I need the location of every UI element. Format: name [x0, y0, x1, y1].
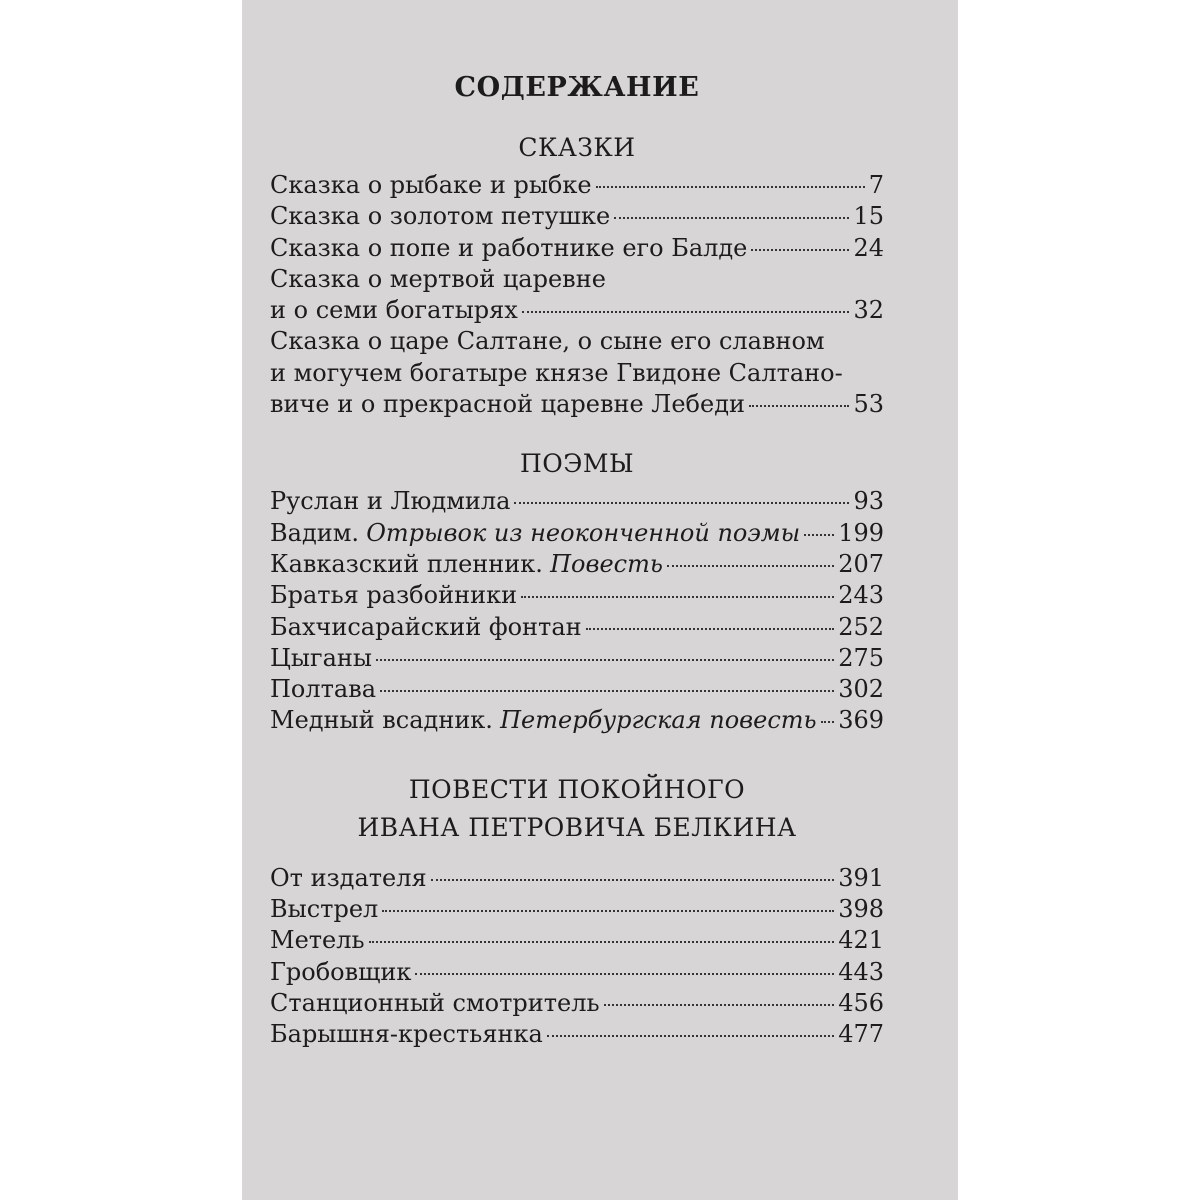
section-title-line: ПОВЕСТИ ПОКОЙНОГО: [408, 774, 746, 804]
section-title-line: ПОЭМЫ: [519, 449, 635, 479]
toc-entry-row: [270, 295, 884, 326]
section-spacer: [270, 420, 884, 442]
toc-entry[interactable]: [270, 894, 884, 925]
toc-entry-row: [270, 925, 884, 956]
toc-entry-row: [270, 643, 884, 674]
toc-page-number: 477: [838, 1020, 884, 1049]
toc-entry[interactable]: [270, 612, 884, 643]
toc-entry-row: [270, 580, 884, 611]
toc-entry[interactable]: [270, 518, 884, 549]
toc-entry-title-line: Сказка о царе Салтане, о сыне его славном: [270, 327, 825, 356]
toc-entry-subtitle: Петербургская повесть: [500, 706, 817, 735]
toc-entry-title: Сказка о рыбаке и рыбке: [270, 171, 592, 199]
toc-page-number: 243: [838, 581, 884, 610]
page-title: СОДЕРЖАНИЕ: [454, 72, 700, 103]
toc-entry-list: [270, 863, 884, 1051]
toc-entry-row: [270, 674, 884, 705]
toc-entry-list: [270, 486, 884, 736]
toc-page-number: 252: [838, 612, 884, 641]
toc-page-number: 32: [853, 296, 884, 325]
toc-entry[interactable]: [270, 1019, 884, 1050]
toc-entry-subtitle: Отрывок из неоконченной поэмы: [366, 518, 801, 547]
toc-entry-title: Метель: [270, 926, 365, 955]
toc-page-number: 275: [838, 643, 884, 672]
toc-entry-title: и о семи богатырях: [270, 296, 518, 325]
section-title-line: ИВАНА ПЕТРОВИЧА БЕЛКИНА: [357, 812, 797, 842]
toc-entry[interactable]: [270, 863, 884, 894]
toc-page-number: 207: [838, 549, 884, 578]
section-title: [270, 442, 884, 486]
toc-entry-title: Кавказский пленник.: [270, 549, 543, 578]
section-title: [270, 771, 884, 847]
dot-leader: [596, 186, 865, 188]
dot-leader: [415, 973, 834, 975]
dot-leader: [604, 1004, 835, 1006]
toc-entry-title: Сказка о попе и работнике его Балде: [270, 233, 748, 262]
toc-entry-row: [270, 549, 884, 580]
toc-entry-title: Гробовщик: [270, 957, 412, 986]
toc-sections: [270, 110, 884, 1051]
dot-leader: [521, 596, 834, 598]
toc-entry-title-line: и могучем богатыре князе Гвидоне Салтано-: [270, 358, 843, 387]
toc-entry-title: Братья разбойники: [270, 581, 518, 610]
toc-entry-row: [270, 894, 884, 925]
toc-entry-title: Цыганы: [270, 643, 373, 672]
toc-entry-row: [270, 957, 884, 988]
dot-leader: [749, 405, 849, 407]
toc-entry-title: виче и о прекрасной царевне Лебеди: [270, 390, 745, 419]
toc-entry-row: [270, 988, 884, 1019]
toc-entry-row: [270, 1019, 884, 1050]
toc-entry[interactable]: [270, 925, 884, 956]
toc-entry-row: [270, 612, 884, 643]
toc-entry-row: [270, 518, 884, 549]
dot-leader: [586, 628, 835, 630]
toc-entry[interactable]: [270, 264, 884, 327]
toc-page-number: 24: [853, 233, 884, 262]
dot-leader: [382, 910, 834, 912]
toc-page-number: 93: [853, 487, 884, 516]
toc-entry-row: [270, 389, 884, 420]
toc-entry-title: Станционный смотритель: [270, 988, 600, 1017]
toc-page-number: 398: [838, 895, 884, 924]
dot-leader: [614, 217, 849, 219]
toc-page-number: 391: [838, 863, 884, 892]
toc-entry[interactable]: [270, 580, 884, 611]
toc-page-number: 369: [838, 706, 884, 735]
toc-entry-list: [270, 170, 884, 420]
dot-leader: [804, 534, 834, 536]
toc-page-number: 443: [838, 957, 884, 986]
toc-entry[interactable]: [270, 170, 884, 201]
toc-entry[interactable]: [270, 643, 884, 674]
toc-page-number: 15: [853, 202, 884, 231]
toc-entry-title: От издателя: [270, 863, 427, 892]
toc-entry-row: [270, 201, 884, 232]
toc-entry-title: Полтава: [270, 675, 377, 704]
toc-entry-row: [270, 486, 884, 517]
toc-page-number: 302: [838, 675, 884, 704]
section-spacer: [270, 847, 884, 863]
toc-entry-row: [270, 170, 884, 201]
dot-leader: [514, 502, 849, 504]
toc-entry[interactable]: [270, 957, 884, 988]
dot-leader: [667, 565, 834, 567]
toc-entry-title: Медный всадник.: [270, 706, 493, 735]
section-title-line: СКАЗКИ: [518, 133, 636, 162]
toc-entry-row: [270, 863, 884, 894]
toc-entry-title: Руслан и Людмила: [270, 487, 511, 516]
toc-page-number: 7: [868, 171, 884, 199]
dot-leader: [522, 311, 850, 313]
toc-entry[interactable]: [270, 201, 884, 232]
toc-entry-title: Выстрел: [270, 895, 379, 924]
dot-leader: [821, 721, 835, 723]
dot-leader: [380, 690, 834, 692]
toc-entry-title: Вадим.: [270, 518, 360, 547]
toc-page-number: 421: [838, 926, 884, 955]
toc-entry[interactable]: [270, 988, 884, 1019]
toc-entry[interactable]: [270, 486, 884, 517]
section-title: [270, 126, 884, 170]
toc-entry-row: [270, 705, 884, 736]
toc-page-number: 53: [853, 390, 884, 419]
dot-leader: [751, 249, 849, 251]
dot-leader: [369, 941, 835, 943]
toc-entry-title: Сказка о золотом петушке: [270, 202, 611, 231]
dot-leader: [431, 879, 835, 881]
toc-entry[interactable]: [270, 233, 884, 264]
table-of-contents: [270, 66, 884, 1051]
dot-leader: [376, 659, 834, 661]
toc-entry[interactable]: [270, 674, 884, 705]
dot-leader: [547, 1035, 834, 1037]
section-spacer: [270, 110, 884, 126]
toc-entry[interactable]: [270, 549, 884, 580]
toc-entry[interactable]: [270, 705, 884, 736]
toc-entry-title: Бахчисарайский фонтан: [270, 612, 582, 641]
toc-entry-subtitle: Повесть: [550, 549, 663, 578]
section-spacer: [270, 737, 884, 771]
book-page: [242, 0, 958, 1200]
toc-entry-title-line: Сказка о мертвой царевне: [270, 264, 606, 293]
toc-page-number: 199: [838, 518, 884, 547]
toc-entry-title: Барышня-крестьянка: [270, 1020, 543, 1049]
toc-entry[interactable]: [270, 326, 884, 420]
toc-page-number: 456: [838, 988, 884, 1017]
toc-entry-row: [270, 233, 884, 264]
